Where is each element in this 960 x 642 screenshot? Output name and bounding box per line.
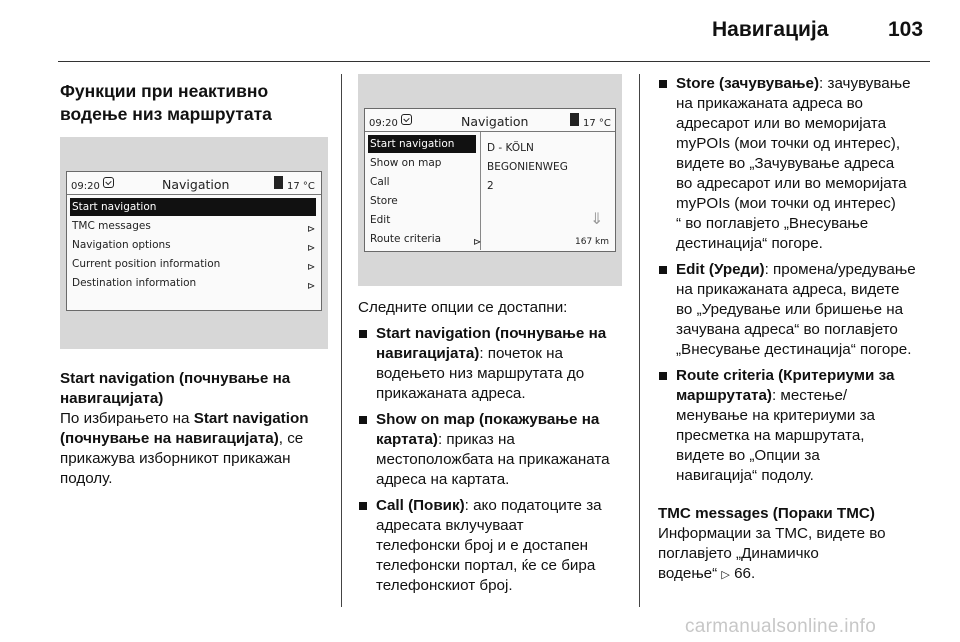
chevron-right-icon: ⊳: [307, 224, 316, 235]
detail-city: D - KÖLN: [487, 142, 534, 154]
menu-item-navigation-options[interactable]: Navigation options: [72, 239, 171, 251]
screen-titlebar: [365, 109, 615, 132]
detail-street: BEGONIENWEG: [487, 161, 568, 173]
menu-item-tmc-messages[interactable]: TMC messages: [72, 220, 151, 232]
chevron-right-icon: ⊳: [307, 243, 316, 254]
option-store: Store (зачувување): зачувување на прикажаната адреса во адресарот или во меморијата myPOIs (мои точки од интерес), видете во „Зачувување адреса во адресарот или во меморијата myPOIs (мои точки од интерес) “ во поглавјето „Внесување дестинација“ погоре.: [658, 74, 930, 254]
tmc-paragraph: Информации за TMC, видете во поглавјето „Динамичко водење“ ▷ 66.: [658, 525, 886, 582]
header-rule: [58, 61, 930, 62]
options-screen: [364, 108, 616, 252]
option-edit: Edit (Уреди): промена/уредување на прикажаната адреса, видете во „Уредување или бришење на зачувана адреса“ во поглавјето „Внесување дестинација“ погоре.: [658, 260, 930, 360]
menu-item-start-navigation[interactable]: Start navigation: [368, 135, 476, 153]
screen-temperature: 17 °C: [287, 181, 315, 192]
thermometer-icon: [274, 176, 283, 189]
page-title: Навигација: [712, 18, 829, 41]
option-show-on-map: Show on map (покажување на картата): приказ на местоположбата на прикажаната адреса на картата.: [358, 410, 628, 490]
navigation-screen-image: [60, 137, 328, 349]
chevron-right-icon: ⊳: [307, 281, 316, 292]
section-heading: Функции при неактивно водење низ маршрутата: [60, 81, 272, 124]
page-header: [0, 0, 960, 62]
page-reference-icon: ▷: [721, 569, 730, 581]
column-divider-1: [341, 74, 342, 607]
option-call: Call (Повик): ако податоците за адресата вклучуваат телефонски број и е достапен телефонски портал, ќе се бира телефонскиот број.: [358, 496, 628, 596]
column-2: [358, 74, 628, 602]
menu-item-start-navigation[interactable]: Start navigation: [70, 198, 316, 216]
menu-item-show-on-map[interactable]: Show on map: [370, 157, 442, 169]
options-screen-image: [358, 74, 622, 286]
chevron-right-icon: ⊳: [473, 237, 482, 248]
screen-titlebar: [67, 172, 321, 195]
option-route-criteria: Route criteria (Критериуми за маршрутата): местење/ менување на критериуми за пресметка на маршрутата, видете во „Опции за навигација“ подолу.: [658, 366, 930, 486]
menu-item-route-criteria[interactable]: Route criteria: [370, 233, 442, 245]
screen-temperature: 17 °C: [583, 118, 611, 129]
tmc-heading: TMC messages (Пораки TMC): [658, 505, 875, 522]
navigation-screen: [66, 171, 322, 311]
thermometer-icon: [570, 113, 579, 126]
chevron-right-icon: ⊳: [307, 262, 316, 273]
paragraph: По избирањето на Start navigation (почнување на навигацијата), се прикажува изборникот прикажан подолу.: [60, 410, 309, 487]
screen-title: Navigation: [461, 114, 529, 129]
menu-item-destination-information[interactable]: Destination information: [72, 277, 197, 289]
screen-time: 09:20: [369, 118, 398, 129]
menu-item-store[interactable]: Store: [370, 195, 398, 207]
page-number: 103: [888, 18, 924, 41]
page-reference[interactable]: 66.: [734, 565, 756, 582]
menu-item-edit[interactable]: Edit: [370, 214, 391, 226]
arrow-down-icon: ⇓: [590, 209, 604, 228]
option-start-navigation: Start navigation (почнување на навигацијата): почеток на водењето низ маршрутата до прикажаната адреса.: [358, 324, 628, 404]
detail-distance: 167 km: [575, 237, 610, 247]
column-divider-2: [639, 74, 640, 607]
screen-time: 09:20: [71, 181, 100, 192]
detail-house-number: 2: [487, 180, 494, 192]
options-intro: Следните опции се достапни:: [358, 299, 568, 316]
clock-icon: [103, 177, 114, 188]
subheading: Start navigation (почнување на навигацијата): [60, 370, 291, 407]
screen-title: Navigation: [162, 177, 230, 192]
column-3: [658, 74, 930, 585]
column-1: [60, 74, 328, 489]
watermark: carmanualsonline.info: [685, 616, 877, 637]
menu-item-call[interactable]: Call: [370, 176, 390, 188]
menu-item-current-position[interactable]: Current position information: [72, 258, 221, 270]
clock-icon: [401, 114, 412, 125]
